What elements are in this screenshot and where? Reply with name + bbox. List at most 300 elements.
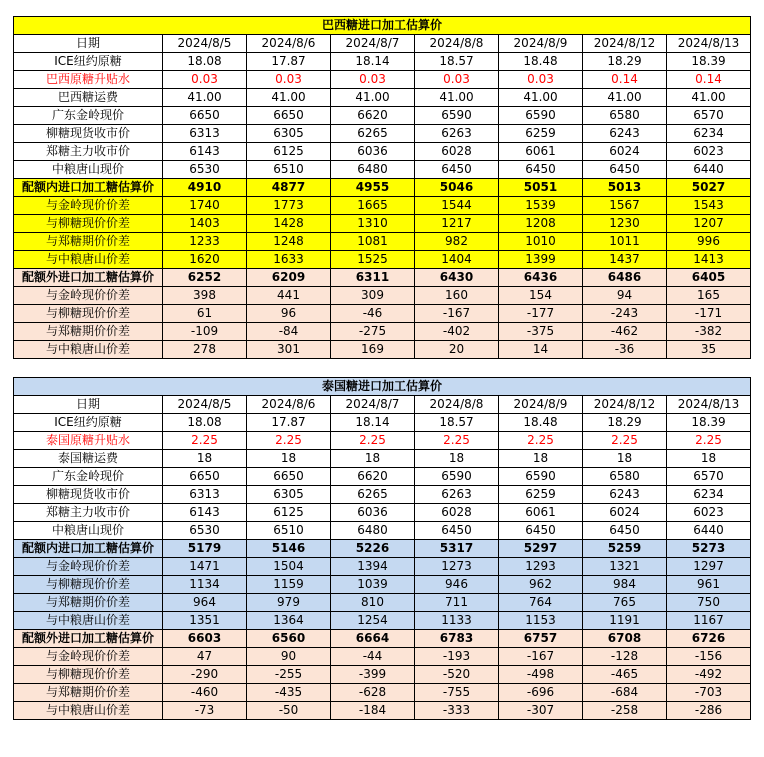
table-cell: 1620 [163,251,247,269]
table-cell: 6023 [667,504,751,522]
table-cell: 6143 [163,143,247,161]
table-cell: 1504 [247,558,331,576]
table-cell: 1428 [247,215,331,233]
table-cell: 0.03 [247,71,331,89]
table-cell: 1351 [163,612,247,630]
table-cell: 6757 [499,630,583,648]
date-header-cell: 2024/8/9 [499,396,583,414]
table-cell: 6143 [163,504,247,522]
table-cell: 6023 [667,143,751,161]
table-cell: 5226 [331,540,415,558]
table-cell: 6590 [415,468,499,486]
table-cell: 6234 [667,125,751,143]
table-cell: 1297 [667,558,751,576]
table-cell: 6024 [583,504,667,522]
table-cell: 6436 [499,269,583,287]
table-cell: 0.03 [415,71,499,89]
table-cell: 1404 [415,251,499,269]
date-header-cell: 2024/8/8 [415,35,499,53]
table-cell: -520 [415,666,499,684]
row-label: 柳糖现货收市价 [14,125,163,143]
table-cell: 6405 [667,269,751,287]
table-cell: 6061 [499,504,583,522]
table-row [14,89,751,107]
table-cell: -255 [247,666,331,684]
table-row [14,269,751,287]
table-cell: 41.00 [499,89,583,107]
table-cell: 1633 [247,251,331,269]
table-cell: 0.03 [163,71,247,89]
table-cell: 154 [499,287,583,305]
table-cell: 996 [667,233,751,251]
table-cell: 5051 [499,179,583,197]
row-label: 与郑糖期价价差 [14,594,163,612]
table-cell: 6480 [331,522,415,540]
row-label: 广东金岭现价 [14,107,163,125]
table-cell: 1471 [163,558,247,576]
table-cell: 4910 [163,179,247,197]
table-cell: 984 [583,576,667,594]
row-label: 与金岭现价价差 [14,558,163,576]
table-cell: 6620 [331,107,415,125]
table-row [14,53,751,71]
row-label: 与金岭现价价差 [14,197,163,215]
table-cell: 20 [415,341,499,359]
table-cell: 6530 [163,161,247,179]
table-cell: 810 [331,594,415,612]
table-cell: 18.29 [583,53,667,71]
table-cell: 6650 [247,107,331,125]
brazil-table-body [14,17,751,359]
table-cell: 1403 [163,215,247,233]
table-cell: 169 [331,341,415,359]
row-label: 广东金岭现价 [14,468,163,486]
row-label: 柳糖现货收市价 [14,486,163,504]
table-cell: 18.14 [331,414,415,432]
row-label: 配额外进口加工糖估算价 [14,269,163,287]
table-row [14,233,751,251]
table-cell: 979 [247,594,331,612]
table-cell: 6028 [415,504,499,522]
section-title: 巴西糖进口加工估算价 [14,17,751,35]
table-cell: 0.14 [583,71,667,89]
table-cell: 1254 [331,612,415,630]
table-cell: 6263 [415,125,499,143]
table-cell: 6243 [583,486,667,504]
table-cell: 94 [583,287,667,305]
table-cell: 41.00 [247,89,331,107]
table-row [14,684,751,702]
date-header-cell: 2024/8/13 [667,35,751,53]
table-cell: 18.48 [499,53,583,71]
table-cell: 711 [415,594,499,612]
row-label: 与郑糖期价价差 [14,233,163,251]
table-row [14,468,751,486]
table-cell: 6265 [331,125,415,143]
table-cell: 1567 [583,197,667,215]
thailand-title-row [14,378,751,396]
table-cell: 2.25 [583,432,667,450]
table-cell: 1399 [499,251,583,269]
table-cell: -109 [163,323,247,341]
table-cell: 0.03 [331,71,415,89]
table-cell: -275 [331,323,415,341]
table-cell: -684 [583,684,667,702]
table-cell: 18.39 [667,53,751,71]
table-cell: 18.57 [415,53,499,71]
table-cell: 18 [247,450,331,468]
table-cell: -755 [415,684,499,702]
table-cell: -167 [499,648,583,666]
table-cell: 6125 [247,143,331,161]
table-row [14,540,751,558]
table-cell: 6036 [331,143,415,161]
table-cell: 764 [499,594,583,612]
row-label: 与中粮唐山价差 [14,341,163,359]
date-header-cell: 2024/8/5 [163,396,247,414]
table-row [14,341,751,359]
table-cell: -462 [583,323,667,341]
table-row [14,432,751,450]
table-row [14,576,751,594]
table-cell: 6480 [331,161,415,179]
table-row [14,594,751,612]
table-cell: 6259 [499,125,583,143]
table-cell: 1133 [415,612,499,630]
table-cell: 6305 [247,486,331,504]
table-row [14,486,751,504]
table-cell: 41.00 [415,89,499,107]
table-cell: 41.00 [331,89,415,107]
table-cell: 18 [163,450,247,468]
table-cell: -167 [415,305,499,323]
table-cell: 5146 [247,540,331,558]
table-row [14,522,751,540]
table-cell: 946 [415,576,499,594]
table-cell: 6028 [415,143,499,161]
table-cell: 5297 [499,540,583,558]
table-cell: 18.57 [415,414,499,432]
table-cell: 41.00 [667,89,751,107]
table-cell: 1413 [667,251,751,269]
table-cell: -84 [247,323,331,341]
table-cell: 41.00 [163,89,247,107]
table-cell: -50 [247,702,331,720]
table-cell: -171 [667,305,751,323]
table-cell: 6125 [247,504,331,522]
table-cell: 6603 [163,630,247,648]
table-cell: -435 [247,684,331,702]
table-cell: 2.25 [163,432,247,450]
table-cell: 1159 [247,576,331,594]
date-header-cell: 2024/8/7 [331,35,415,53]
table-cell: -307 [499,702,583,720]
table-cell: 6263 [415,486,499,504]
table-cell: 6650 [247,468,331,486]
table-cell: -703 [667,684,751,702]
table-cell: -382 [667,323,751,341]
row-label: 与金岭现价价差 [14,287,163,305]
table-cell: 6305 [247,125,331,143]
table-cell: 2.25 [331,432,415,450]
header-label-cell: 日期 [14,396,163,414]
table-cell: 6510 [247,161,331,179]
table-cell: 6311 [331,269,415,287]
table-cell: 1437 [583,251,667,269]
table-cell: 6243 [583,125,667,143]
table-cell: -399 [331,666,415,684]
table-cell: 6580 [583,107,667,125]
table-row [14,215,751,233]
table-cell: -128 [583,648,667,666]
table-cell: 18 [331,450,415,468]
table-cell: -492 [667,666,751,684]
table-cell: 14 [499,341,583,359]
table-cell: 18.14 [331,53,415,71]
table-cell: 6664 [331,630,415,648]
table-cell: 5259 [583,540,667,558]
table-row [14,71,751,89]
row-label: ICE纽约原糖 [14,414,163,432]
table-cell: 6570 [667,468,751,486]
table-cell: 441 [247,287,331,305]
table-cell: -375 [499,323,583,341]
table-cell: 6450 [583,161,667,179]
table-cell: 309 [331,287,415,305]
table-cell: 18 [667,450,751,468]
table-cell: -193 [415,648,499,666]
table-cell: 6530 [163,522,247,540]
date-header-row [14,396,751,414]
date-header-row [14,35,751,53]
table-cell: 18.39 [667,414,751,432]
table-cell: 1233 [163,233,247,251]
table-cell: -290 [163,666,247,684]
table-cell: 2.25 [415,432,499,450]
table-cell: 1293 [499,558,583,576]
table-cell: -465 [583,666,667,684]
table-cell: 90 [247,648,331,666]
row-label: 与柳糖现价价差 [14,576,163,594]
table-row [14,666,751,684]
table-row [14,305,751,323]
table-cell: 96 [247,305,331,323]
table-cell: 6510 [247,522,331,540]
table-cell: 41.00 [583,89,667,107]
table-cell: 6783 [415,630,499,648]
row-label: 配额内进口加工糖估算价 [14,540,163,558]
table-cell: 6590 [499,107,583,125]
row-label: 巴西原糖升贴水 [14,71,163,89]
table-cell: 1167 [667,612,751,630]
table-cell: 47 [163,648,247,666]
table-cell: 6620 [331,468,415,486]
table-cell: 5046 [415,179,499,197]
table-row [14,251,751,269]
table-cell: 1665 [331,197,415,215]
table-cell: 1773 [247,197,331,215]
table-cell: -243 [583,305,667,323]
row-label: 与柳糖现价价差 [14,666,163,684]
table-cell: -156 [667,648,751,666]
table-row [14,197,751,215]
row-label: 与柳糖现价价差 [14,305,163,323]
row-label: 中粮唐山现价 [14,522,163,540]
table-cell: 2.25 [247,432,331,450]
row-label: 郑糖主力收市价 [14,504,163,522]
table-cell: 160 [415,287,499,305]
table-cell: 982 [415,233,499,251]
table-cell: 6313 [163,125,247,143]
table-row [14,504,751,522]
table-cell: -184 [331,702,415,720]
table-cell: 1011 [583,233,667,251]
table-cell: 6450 [415,161,499,179]
table-cell: 165 [667,287,751,305]
table-cell: 4877 [247,179,331,197]
row-label: 与柳糖现价价差 [14,215,163,233]
table-row [14,161,751,179]
table-cell: -696 [499,684,583,702]
table-cell: 1081 [331,233,415,251]
table-cell: 6726 [667,630,751,648]
table-cell: 765 [583,594,667,612]
table-cell: 6036 [331,504,415,522]
table-cell: 6061 [499,143,583,161]
table-cell: 278 [163,341,247,359]
table-row [14,414,751,432]
table-row [14,125,751,143]
table-row [14,287,751,305]
table-cell: 6450 [499,522,583,540]
thailand-sugar-table [13,377,751,720]
table-cell: 18.48 [499,414,583,432]
table-cell: 6450 [583,522,667,540]
table-cell: 6440 [667,522,751,540]
table-row [14,107,751,125]
table-cell: 6265 [331,486,415,504]
date-header-cell: 2024/8/6 [247,396,331,414]
table-cell: 1191 [583,612,667,630]
table-cell: 6590 [499,468,583,486]
table-row [14,450,751,468]
table-cell: 6580 [583,468,667,486]
thailand-table-body [14,378,751,720]
table-cell: 2.25 [499,432,583,450]
row-label: 与郑糖期价价差 [14,323,163,341]
row-label: 泰国原糖升贴水 [14,432,163,450]
date-header-cell: 2024/8/9 [499,35,583,53]
table-cell: 1207 [667,215,751,233]
row-label: 与金岭现价价差 [14,648,163,666]
table-cell: 6486 [583,269,667,287]
row-label: 巴西糖运费 [14,89,163,107]
table-cell: 301 [247,341,331,359]
table-cell: 17.87 [247,414,331,432]
table-cell: 1321 [583,558,667,576]
table-cell: 18 [415,450,499,468]
row-label: 配额内进口加工糖估算价 [14,179,163,197]
table-cell: 6430 [415,269,499,287]
table-row [14,630,751,648]
table-cell: 1248 [247,233,331,251]
table-cell: -46 [331,305,415,323]
table-cell: 1010 [499,233,583,251]
table-cell: 18 [499,450,583,468]
table-cell: 1039 [331,576,415,594]
table-row [14,143,751,161]
table-cell: 1543 [667,197,751,215]
table-cell: 35 [667,341,751,359]
row-label: 配额外进口加工糖估算价 [14,630,163,648]
table-cell: 961 [667,576,751,594]
table-cell: 1273 [415,558,499,576]
table-cell: 6708 [583,630,667,648]
table-cell: -36 [583,341,667,359]
table-cell: 1217 [415,215,499,233]
row-label: 与中粮唐山价差 [14,612,163,630]
sugar-import-price-sheet [13,16,750,720]
brazil-title-row [14,17,751,35]
date-header-cell: 2024/8/5 [163,35,247,53]
table-cell: -177 [499,305,583,323]
table-cell: 0.14 [667,71,751,89]
table-cell: 1740 [163,197,247,215]
date-header-cell: 2024/8/12 [583,396,667,414]
table-cell: 1153 [499,612,583,630]
table-cell: 6313 [163,486,247,504]
table-cell: 5273 [667,540,751,558]
table-cell: 1208 [499,215,583,233]
table-cell: 1364 [247,612,331,630]
table-row [14,612,751,630]
table-cell: -402 [415,323,499,341]
date-header-cell: 2024/8/13 [667,396,751,414]
table-cell: 1394 [331,558,415,576]
row-label: 与中粮唐山价差 [14,702,163,720]
table-row [14,179,751,197]
brazil-sugar-table [13,16,751,359]
table-cell: 6450 [499,161,583,179]
table-cell: 1134 [163,576,247,594]
table-cell: 398 [163,287,247,305]
row-label: 与中粮唐山价差 [14,251,163,269]
table-cell: 6024 [583,143,667,161]
row-label: 郑糖主力收市价 [14,143,163,161]
table-row [14,558,751,576]
table-cell: 4955 [331,179,415,197]
date-header-cell: 2024/8/12 [583,35,667,53]
table-cell: 61 [163,305,247,323]
table-cell: 6209 [247,269,331,287]
table-cell: -628 [331,684,415,702]
table-cell: 962 [499,576,583,594]
table-cell: -286 [667,702,751,720]
table-cell: 18.29 [583,414,667,432]
table-cell: 1230 [583,215,667,233]
table-cell: 6259 [499,486,583,504]
table-cell: -258 [583,702,667,720]
table-cell: 2.25 [667,432,751,450]
table-cell: 750 [667,594,751,612]
table-cell: 5027 [667,179,751,197]
table-cell: 6590 [415,107,499,125]
table-cell: 6252 [163,269,247,287]
table-cell: 18 [583,450,667,468]
table-row [14,323,751,341]
table-cell: 5179 [163,540,247,558]
table-cell: -460 [163,684,247,702]
